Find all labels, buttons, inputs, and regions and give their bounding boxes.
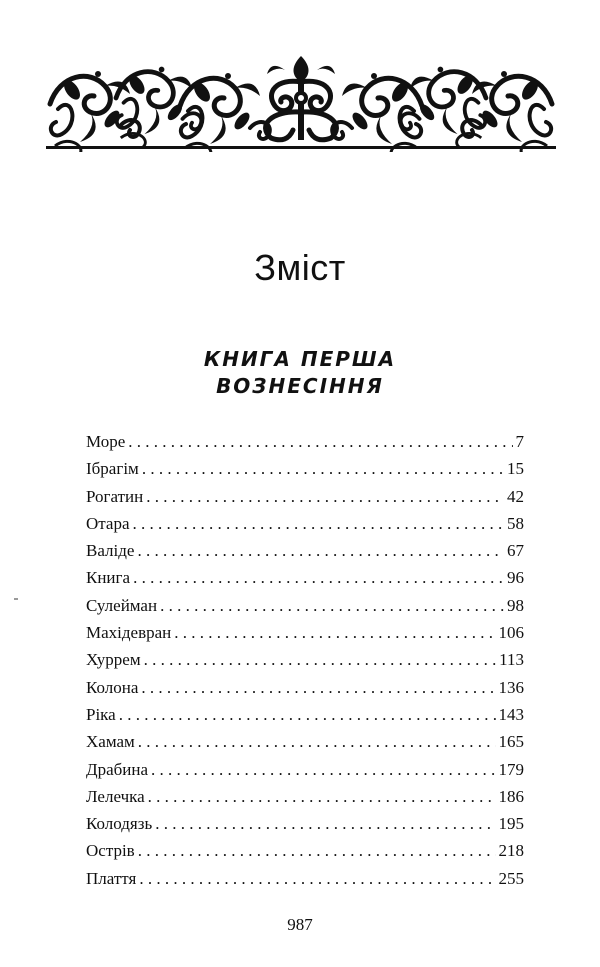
toc-entry xyxy=(86,564,524,591)
toc-entry-title: Валіде xyxy=(86,541,135,561)
toc-entry-title: Хуррем xyxy=(86,650,141,670)
toc-entry-page: 165 xyxy=(498,732,524,752)
toc-entry xyxy=(86,483,524,510)
book-label: КНИГА ПЕРША xyxy=(203,347,397,371)
toc-entry-title: Ріка xyxy=(86,704,116,724)
toc-leader-dots xyxy=(160,592,504,619)
toc-entry xyxy=(86,619,524,646)
toc-entry xyxy=(86,810,524,837)
toc-entry-page: 179 xyxy=(498,759,524,779)
toc-entry-page: 67 xyxy=(507,541,524,561)
toc-entry-page: 195 xyxy=(498,814,524,834)
toc-leader-dots xyxy=(146,483,504,510)
book-title: ВОЗНЕСІННЯ xyxy=(216,374,384,398)
toc-entry xyxy=(86,674,524,701)
toc-leader-dots xyxy=(138,728,496,755)
toc-entry xyxy=(86,510,524,537)
toc-entry-title: Колодязь xyxy=(86,814,153,834)
toc-leader-dots xyxy=(148,783,496,810)
toc-leader-dots xyxy=(119,701,496,728)
toc-entry-title: Хамам xyxy=(86,732,135,752)
toc-entry-page: 98 xyxy=(507,595,524,615)
toc-entry xyxy=(86,455,524,482)
toc-entry xyxy=(86,646,524,673)
toc-entry xyxy=(86,728,524,755)
toc-entry-title: Море xyxy=(86,432,126,451)
toc-entry-page: 15 xyxy=(507,459,524,479)
toc-entry xyxy=(86,701,524,728)
toc-leader-dots xyxy=(144,646,497,673)
page-number: 987 xyxy=(287,915,313,934)
decorative-ornament-header xyxy=(46,52,556,152)
toc-leader-dots xyxy=(138,837,496,864)
toc-entry-title: Острів xyxy=(86,841,135,861)
toc-entry-title: Махідевран xyxy=(86,623,172,643)
page-title: Зміст xyxy=(254,247,346,288)
toc-entry-title: Лелечка xyxy=(86,786,145,806)
toc-entry-page: 186 xyxy=(498,786,524,806)
toc-entry-page: 42 xyxy=(507,486,524,506)
table-of-contents xyxy=(86,428,524,892)
toc-entry-page: 58 xyxy=(507,513,524,533)
toc-entry-page: 96 xyxy=(507,568,524,588)
toc-entry-title: Колона xyxy=(86,677,139,697)
toc-leader-dots xyxy=(141,674,495,701)
toc-entry-title: Сулейман xyxy=(86,595,158,615)
toc-entry-title: Рогатин xyxy=(86,486,144,506)
toc-leader-dots xyxy=(142,455,504,482)
toc-entry-page: 136 xyxy=(498,677,524,697)
toc-leader-dots xyxy=(137,537,504,564)
toc-entry xyxy=(86,837,524,864)
toc-leader-dots xyxy=(139,865,495,892)
toc-entry-page: 143 xyxy=(498,704,524,724)
toc-entry xyxy=(86,428,524,455)
toc-leader-dots xyxy=(174,619,495,646)
toc-entry-title: Отара xyxy=(86,513,130,533)
margin-speck xyxy=(14,598,18,600)
toc-leader-dots xyxy=(155,810,495,837)
toc-entry-page: 113 xyxy=(499,650,524,670)
toc-entry-page: 218 xyxy=(498,841,524,861)
toc-entry xyxy=(86,537,524,564)
toc-entry-title: Драбина xyxy=(86,759,149,779)
toc-leader-dots xyxy=(151,756,495,783)
toc-entry-title: Книга xyxy=(86,568,131,588)
toc-entry xyxy=(86,592,524,619)
toc-entry-page: 7 xyxy=(515,432,524,451)
toc-entry-page: 106 xyxy=(498,623,524,643)
toc-leader-dots xyxy=(133,564,504,591)
toc-entry xyxy=(86,783,524,810)
toc-leader-dots xyxy=(133,510,504,537)
toc-entry xyxy=(86,756,524,783)
toc-entry xyxy=(86,865,524,892)
toc-entry-title: Плаття xyxy=(86,868,137,888)
toc-entry-page: 255 xyxy=(498,868,524,888)
toc-leader-dots xyxy=(128,428,512,455)
toc-entry-title: Ібрагім xyxy=(86,459,139,479)
